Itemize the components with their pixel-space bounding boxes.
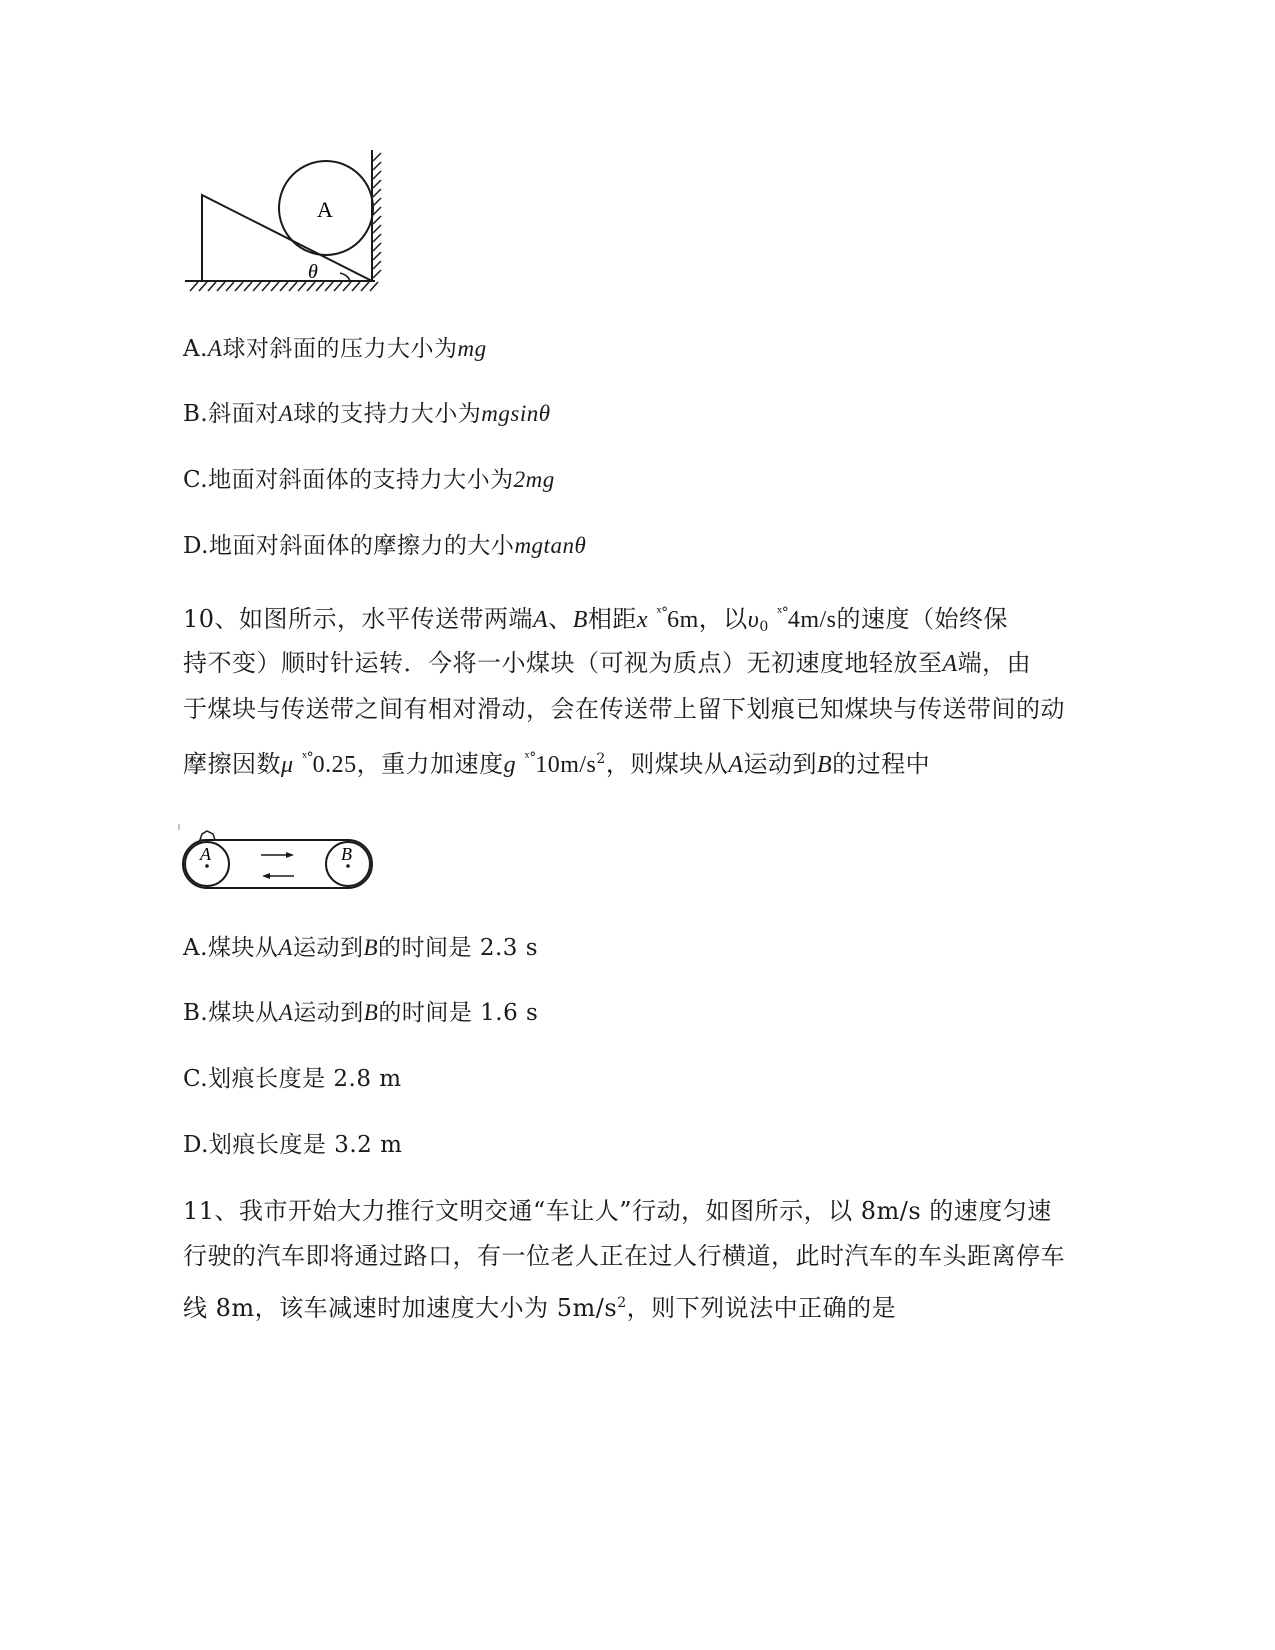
angle-label: θ [308,261,318,283]
incline-ball-figure [180,145,385,300]
pulley-b-label: B [341,844,352,864]
q10-option-c: C.划痕长度是 2.8 m [183,1066,402,1092]
q11-stem-line2: 行驶的汽车即将通过路口，有一位老人正在过人行横道，此时汽车的车头距离停车 [183,1242,1065,1270]
coal-block [200,831,215,840]
arrow-right-icon [286,852,294,858]
angle-arc [340,273,350,281]
ball-label: A [317,197,333,222]
q10-stem-line3: 于煤块与传送带之间有相对滑动，会在传送带上留下划痕已知煤块与传送带间的动 [183,695,1065,723]
q10-stem-line1: 10、如图所示，水平传送带两端A、B相距x $^{ˣ^\circ}$6m，以$\upsilon_0$ $^{ˣ^\circ}$4m/s的速度（始终保 [183,605,1008,635]
q10-stem-line4: 摩擦因数μ $^{ˣ^\circ}$0.25，重力加速度g $^{ˣ^\circ}10m/s^2$，则煤块从A运动到B的过程中 [183,750,931,778]
q10-stem-line2: 持不变）顺时针运转．今将一小煤块（可视为质点）无初速度地轻放至A端，由 [183,649,1032,677]
q10-option-d: D.划痕长度是 3.2 m [183,1132,403,1158]
conveyor-belt-figure [176,822,381,894]
arrow-left-icon [262,873,270,879]
q11-stem-line3: 线 8m，该车减速时加速度大小为 $5m/s^2$，则下列说法中正确的是 [183,1294,897,1322]
q11-stem-line1: 11、我市开始大力推行文明交通“车让人”行动，如图所示，以 8m/s 的速度匀速 [183,1197,1052,1225]
pulley-a-label: A [200,844,211,864]
q10-option-a: A.煤块从A运动到B的时间是 2.3 s [183,935,539,961]
q9-option-d: D.地面对斜面体的摩擦力的大小mgtanθ [183,533,587,559]
q10-option-b: B.煤块从A运动到B的时间是 1.6 s [183,1000,539,1026]
q9-option-a: A.A球对斜面的压力大小为mg [183,336,487,362]
q9-option-c: C.地面对斜面体的支持力大小为2mg [183,467,555,493]
q9-option-b: B.斜面对A球的支持力大小为mgsinθ [183,401,551,427]
